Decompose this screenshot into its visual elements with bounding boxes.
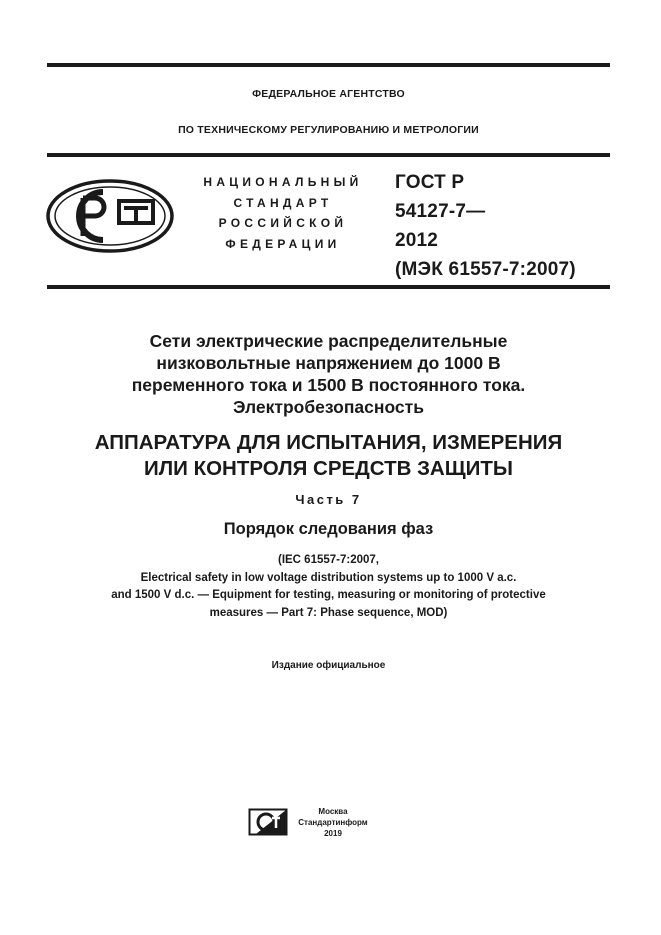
part-title: Порядок следования фаз xyxy=(223,520,434,538)
general-title xyxy=(47,330,610,418)
standartinform-logo-icon xyxy=(248,808,288,836)
publisher-city: Москва xyxy=(318,807,348,816)
standard-type-line: НАЦИОНАЛЬНЫЙ xyxy=(203,175,363,189)
standard-designation xyxy=(395,168,576,284)
publisher-name: Стандартинформ xyxy=(298,818,368,827)
gost-r-logo-icon xyxy=(45,178,175,254)
iec-reference-line: Electrical safety in low voltage distribution systems up to 1000 V a.c. xyxy=(140,571,517,584)
designation-line: 54127-7— xyxy=(395,201,486,222)
header-rule xyxy=(47,153,610,157)
top-rule xyxy=(47,63,610,67)
iec-reference-line: (IEC 61557-7:2007, xyxy=(277,554,379,566)
standard-type xyxy=(188,172,378,254)
iec-reference xyxy=(47,552,610,622)
general-title-line: низковольтные напряжением до 1000 В xyxy=(156,353,501,373)
main-title-line: ИЛИ КОНТРОЛЯ СРЕДСТВ ЗАЩИТЫ xyxy=(144,457,513,480)
iec-reference-line: measures — Part 7: Phase sequence, MOD) xyxy=(209,606,448,619)
general-title-line: Сети электрические распределительные xyxy=(149,331,508,351)
publication-year: 2019 xyxy=(324,829,342,838)
part-number: Часть 7 xyxy=(295,492,362,507)
designation-rule xyxy=(47,285,610,289)
designation-line: (МЭК 61557-7:2007) xyxy=(395,259,576,280)
designation-line: ГОСТ Р xyxy=(395,172,465,193)
general-title-line: Электробезопасность xyxy=(233,397,424,417)
main-title xyxy=(47,430,610,482)
standard-type-line: РОССИЙСКОЙ xyxy=(218,216,348,230)
iec-reference-line: and 1500 V d.c. — Equipment for testing, measuring or monitoring of protective xyxy=(111,589,546,601)
agency-name-line2: ПО ТЕХНИЧЕСКОМУ РЕГУЛИРОВАНИЮ И МЕТРОЛОГИИ xyxy=(178,124,479,136)
general-title-line: переменного тока и 1500 В постоянного тока. xyxy=(131,375,526,395)
standard-type-line: СТАНДАРТ xyxy=(233,195,333,210)
main-title-line: АППАРАТУРА ДЛЯ ИСПЫТАНИЯ, ИЗМЕРЕНИЯ xyxy=(94,431,563,454)
agency-name-line1: ФЕДЕРАЛЬНОЕ АГЕНТСТВО xyxy=(252,88,405,100)
designation-line: 2012 xyxy=(395,230,439,251)
standard-type-line: ФЕДЕРАЦИИ xyxy=(225,236,341,251)
edition-note: Издание официальное xyxy=(271,660,386,671)
publisher-info xyxy=(293,806,373,839)
